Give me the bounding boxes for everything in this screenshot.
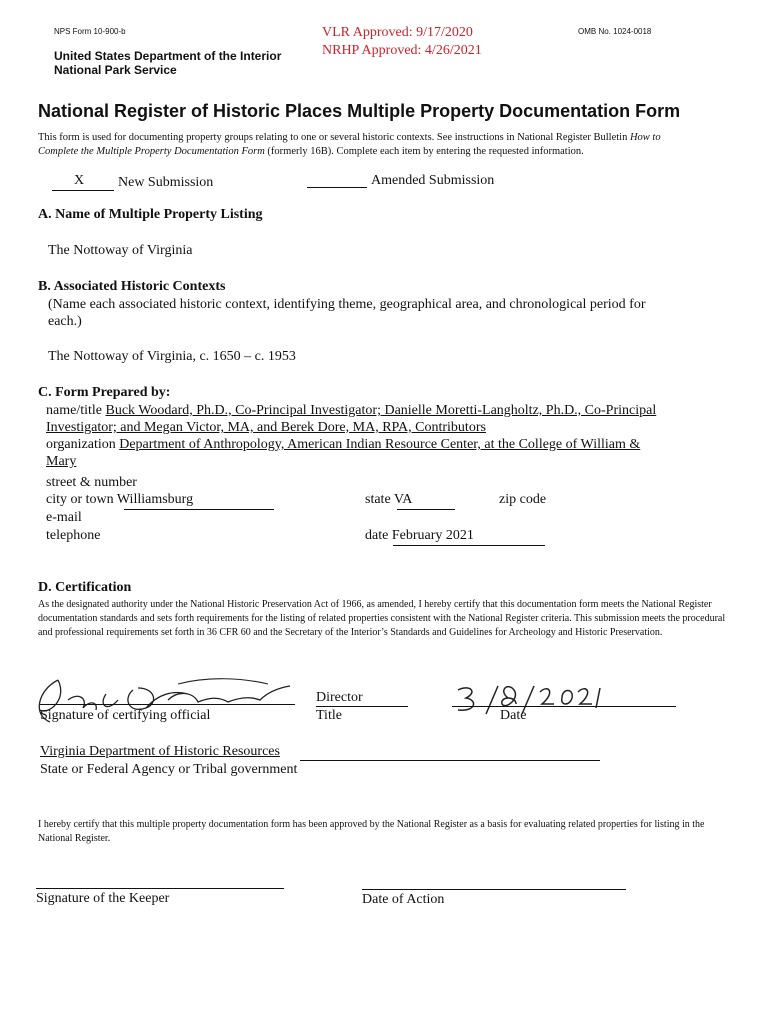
state-field: state VA — [365, 492, 413, 507]
form-title: National Register of Historic Places Multiple Property Documentation Form — [38, 101, 681, 121]
certification-text: As the designated authority under the National Historic Preservation Act of 1966, as amended, I hereby certify that this documentation form meets the National Register documentation standards and sets forth requirements for the listing of related properties consistent with the National Register criteria. This submission meets the procedural and professional requirements set forth in 36 CFR 60 and the Secretary of the Interior’s Standards and Guidelines for Archeology and Historic Preservation. — [38, 599, 726, 638]
section-b-instructions-cont: each.) — [48, 314, 82, 329]
agency-value: Virginia Department of Historic Resources — [40, 744, 280, 759]
street-number-label: street & number — [46, 475, 137, 490]
title-label: Title — [316, 708, 342, 723]
signature-line — [40, 704, 295, 705]
keeper-certification-text: I hereby certify that this multiple property documentation form has been approved by the National Register as a basis for evaluating related properties for listing in the National Register. — [38, 819, 705, 844]
title-value: Director — [316, 690, 363, 705]
form-intro: This form is used for documenting property groups relating to one or several historic contexts. See instructions in National Register Bulletin How to Complete the Multiple Property Documentation Form (formerly 16B). Complete each item by entering the requested information. — [38, 132, 661, 157]
agency-line — [300, 760, 600, 761]
section-b-heading: B. Associated Historic Contexts — [38, 279, 226, 294]
telephone-label: telephone — [46, 528, 101, 543]
amended-submission-label: Amended Submission — [371, 173, 495, 188]
section-c-heading: C. Form Prepared by: — [38, 385, 171, 400]
date-signed-line — [452, 706, 676, 707]
date-field: date February 2021 — [365, 528, 474, 543]
date-underline — [393, 545, 545, 546]
city-underline — [124, 509, 274, 510]
organization-field: organization Department of Anthropology, American Indian Resource Center, at the College of William & — [46, 437, 641, 452]
agency-label: State or Federal Agency or Tribal government — [40, 762, 298, 777]
new-submission-mark: X — [74, 173, 85, 188]
organization-value-cont: Mary — [46, 454, 77, 469]
name-title-field: name/title Buck Woodard, Ph.D., Co-Principal Investigator; Danielle Moretti-Langholtz, Ph.D., Co-Principal — [46, 403, 657, 418]
keeper-signature-label: Signature of the Keeper — [36, 891, 170, 906]
nrhp-approved-stamp: NRHP Approved: 4/26/2021 — [322, 43, 482, 58]
keeper-signature-line — [36, 888, 284, 889]
form-number: NPS Form 10-900-b — [54, 27, 126, 36]
name-title-value-cont: Investigator; and Megan Victor, MA, and Berek Dore, MA, RPA, Contributors — [46, 420, 486, 435]
new-submission-label: New Submission — [118, 175, 214, 190]
signature-label: Signature of certifying official — [40, 708, 211, 723]
zip-code-label: zip code — [499, 492, 547, 507]
state-underline — [397, 509, 455, 510]
omb-number: OMB No. 1024-0018 — [578, 27, 652, 36]
email-label: e-mail — [46, 510, 82, 525]
department-name: United States Department of the Interior — [54, 49, 282, 63]
date-of-action-label: Date of Action — [362, 892, 445, 907]
amended-submission-line — [307, 187, 367, 188]
date-of-action-line — [362, 889, 626, 890]
section-b-instructions: (Name each associated historic context, identifying theme, geographical area, and chronological period for — [48, 297, 646, 312]
agency-name: National Park Service — [54, 63, 177, 77]
handwritten-date — [450, 680, 610, 720]
city-field: city or town Williamsburg — [46, 492, 194, 507]
property-listing-name: The Nottoway of Virginia — [48, 243, 193, 258]
new-submission-line — [52, 190, 114, 191]
vlr-approved-stamp: VLR Approved: 9/17/2020 — [322, 25, 473, 40]
date-signed-label: Date — [500, 708, 527, 723]
section-d-heading: D. Certification — [38, 580, 132, 595]
historic-context: The Nottoway of Virginia, c. 1650 – c. 1953 — [48, 349, 296, 364]
section-a-heading: A. Name of Multiple Property Listing — [38, 207, 263, 222]
